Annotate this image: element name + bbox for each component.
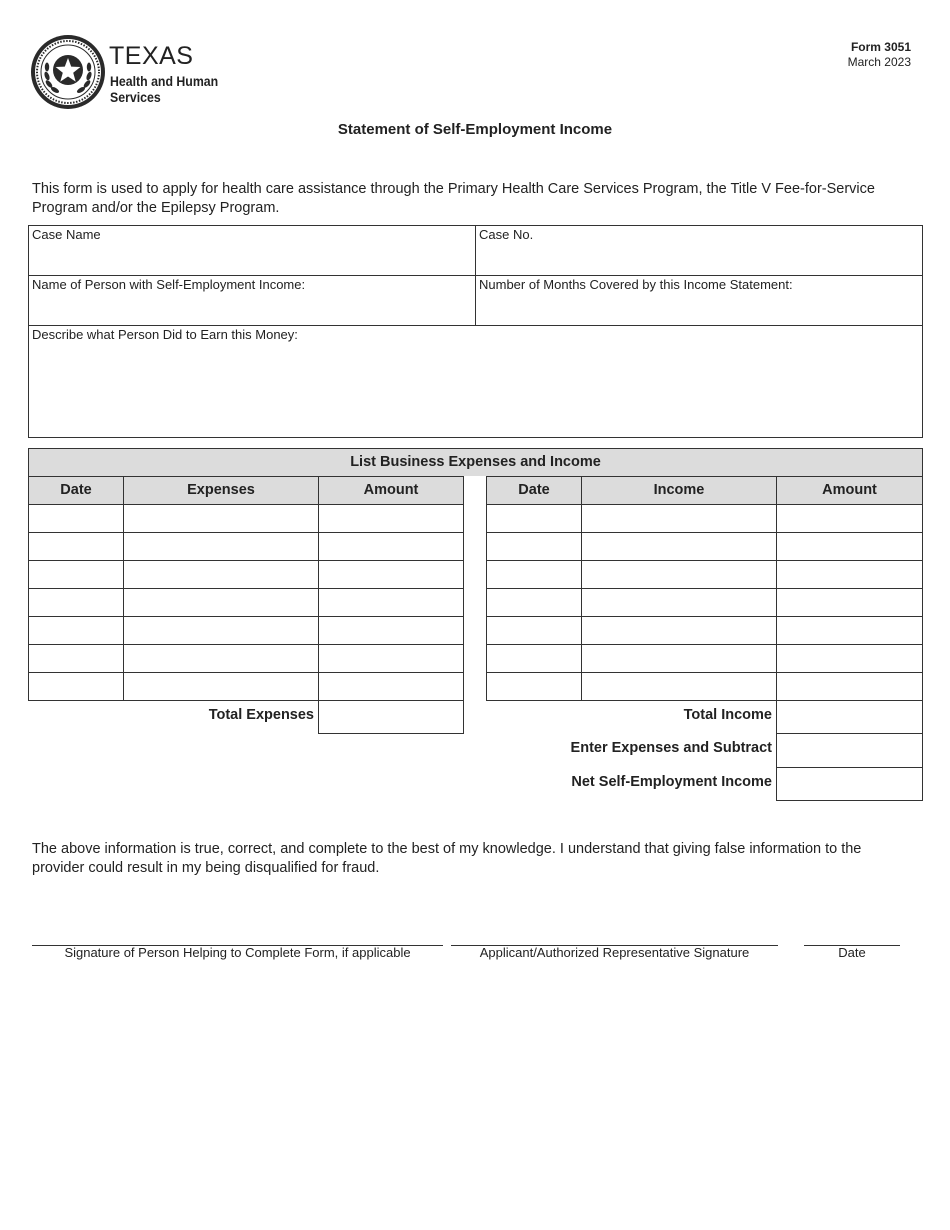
income-date-cell[interactable]	[486, 504, 582, 533]
expense-date-header: Date	[28, 476, 124, 505]
logo-texas-wordmark: TEXAS	[109, 42, 194, 70]
logo-agency-line1: Health and Human	[110, 73, 219, 89]
expense-amount-header: Amount	[318, 476, 464, 505]
expense-date-cell[interactable]	[28, 560, 124, 589]
table-gap	[464, 476, 486, 701]
expense-date-cell[interactable]	[28, 588, 124, 617]
logo-agency-name	[110, 73, 218, 105]
income-amount-cell[interactable]	[776, 616, 923, 645]
income-amount-cell[interactable]	[776, 560, 923, 589]
enter-expenses-label: Enter Expenses and Subtract	[570, 740, 772, 756]
income-description-cell[interactable]	[581, 644, 777, 673]
expense-date-cell[interactable]	[28, 644, 124, 673]
expense-amount-cell[interactable]	[318, 616, 464, 645]
expense-description-cell[interactable]	[123, 560, 319, 589]
income-amount-cell[interactable]	[776, 532, 923, 561]
expense-amount-cell[interactable]	[318, 504, 464, 533]
income-description-cell[interactable]	[581, 560, 777, 589]
intro-text: This form is used to apply for health care assistance through the Primary Health Care Services Program, the Title V Fee-for-Service Program and/or the Epilepsy Program.	[32, 181, 875, 216]
texas-hhs-seal-logo	[30, 34, 106, 110]
expense-amount-cell[interactable]	[318, 560, 464, 589]
expense-amount-cell[interactable]	[318, 672, 464, 701]
total-income-label: Total Income	[683, 707, 772, 723]
total-income-field[interactable]	[776, 700, 923, 734]
expense-description-cell[interactable]	[123, 588, 319, 617]
expense-date-cell[interactable]	[28, 504, 124, 533]
work-description-field[interactable]	[28, 325, 923, 438]
form-date: March 2023	[847, 55, 911, 69]
income-description-cell[interactable]	[581, 504, 777, 533]
income-date-cell[interactable]	[486, 644, 582, 673]
date-signature-label: Date	[838, 945, 866, 960]
income-date-cell[interactable]	[486, 560, 582, 589]
months-covered-field[interactable]	[475, 275, 923, 326]
expense-description-cell[interactable]	[123, 532, 319, 561]
page-title: Statement of Self-Employment Income	[337, 121, 613, 138]
expense-description-cell[interactable]	[123, 504, 319, 533]
expense-date-cell[interactable]	[28, 672, 124, 701]
income-date-cell[interactable]	[486, 588, 582, 617]
expense-amount-cell[interactable]	[318, 588, 464, 617]
net-income-field[interactable]	[776, 767, 923, 801]
income-description-header: Income	[581, 476, 777, 505]
expense-description-cell[interactable]	[123, 672, 319, 701]
income-amount-cell[interactable]	[776, 504, 923, 533]
income-amount-header: Amount	[776, 476, 923, 505]
work-description-label: Describe what Person Did to Earn this Money:	[32, 327, 298, 342]
table-title: List Business Expenses and Income	[28, 448, 923, 477]
form-number: Form 3051	[850, 40, 911, 54]
expense-amount-cell[interactable]	[318, 644, 464, 673]
income-amount-cell[interactable]	[776, 588, 923, 617]
income-description-cell[interactable]	[581, 616, 777, 645]
case-number-label: Case No.	[479, 227, 534, 242]
total-expenses-field[interactable]	[318, 700, 464, 734]
net-income-label: Net Self-Employment Income	[571, 774, 772, 790]
helper-signature-label: Signature of Person Helping to Complete Form, if applicable	[64, 945, 411, 960]
income-description-cell[interactable]	[581, 672, 777, 701]
applicant-signature-label: Applicant/Authorized Representative Signature	[479, 945, 750, 960]
income-date-cell[interactable]	[486, 532, 582, 561]
income-description-cell[interactable]	[581, 588, 777, 617]
enter-expenses-field[interactable]	[776, 733, 923, 768]
expense-amount-cell[interactable]	[318, 532, 464, 561]
income-date-header: Date	[486, 476, 582, 505]
person-name-label: Name of Person with Self-Employment Income:	[32, 277, 306, 292]
case-number-field[interactable]	[475, 225, 923, 276]
income-amount-cell[interactable]	[776, 644, 923, 673]
income-date-cell[interactable]	[486, 672, 582, 701]
months-covered-label: Number of Months Covered by this Income Statement:	[479, 277, 793, 292]
certification-text: The above information is true, correct, and complete to the best of my knowledge. I understand that giving false information to the provider could result in my being disqualified for fraud.	[32, 841, 862, 876]
expense-description-header: Expenses	[123, 476, 319, 505]
expense-date-cell[interactable]	[28, 616, 124, 645]
expense-date-cell[interactable]	[28, 532, 124, 561]
expense-description-cell[interactable]	[123, 644, 319, 673]
logo-agency-line2: Services	[110, 89, 161, 105]
income-date-cell[interactable]	[486, 616, 582, 645]
income-description-cell[interactable]	[581, 532, 777, 561]
income-amount-cell[interactable]	[776, 672, 923, 701]
case-name-field[interactable]	[28, 225, 476, 276]
total-expenses-label: Total Expenses	[208, 707, 314, 723]
case-name-label: Case Name	[32, 227, 101, 242]
person-name-field[interactable]	[28, 275, 476, 326]
expense-description-cell[interactable]	[123, 616, 319, 645]
